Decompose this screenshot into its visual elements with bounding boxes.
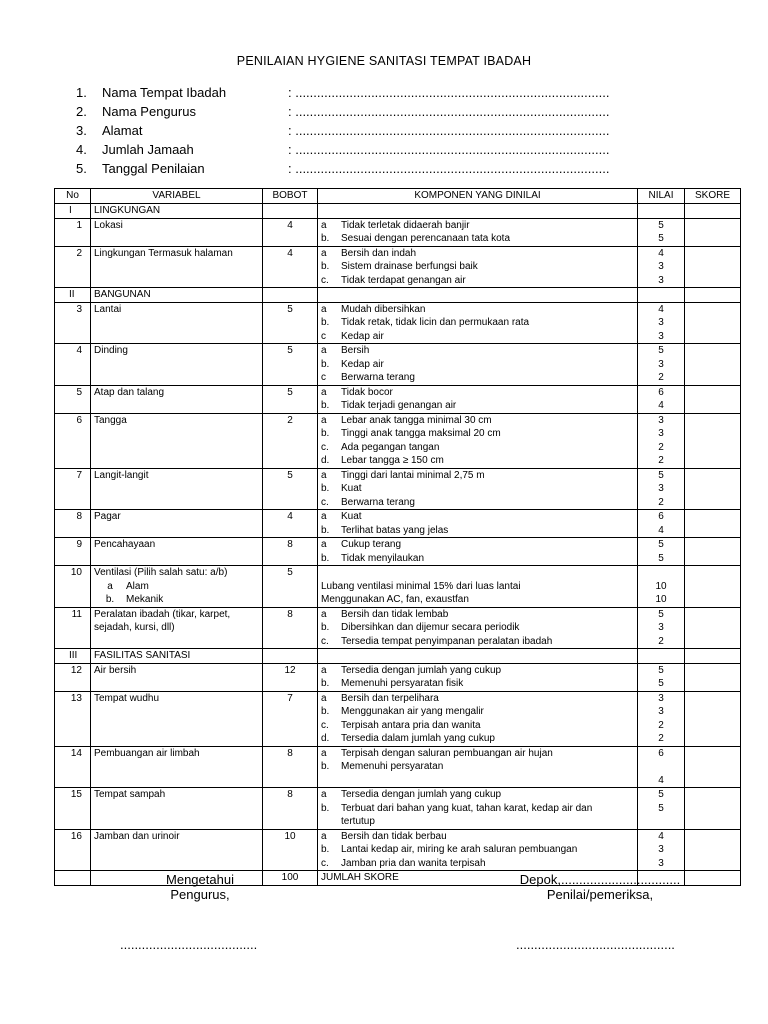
row-komponen: a Tersedia dengan jumlah yang cukup b. Terbuat dari bahan yang kuat, tahan karat, kedap air dan tertutup: [318, 788, 638, 830]
row-variable: Tempat sampah: [91, 788, 263, 830]
identity-row: [76, 140, 676, 159]
table-row: [55, 746, 741, 788]
row-variable: Langit-langit: [91, 468, 263, 510]
identity-label: Nama Pengurus: [102, 104, 196, 119]
assessment-table: [54, 188, 741, 886]
section-number: II: [55, 288, 91, 303]
row-number: 6: [55, 413, 91, 468]
identity-number: 1.: [76, 85, 87, 100]
table-row: [55, 663, 741, 691]
score-cell[interactable]: [685, 468, 741, 510]
identity-list: [76, 83, 676, 178]
table-row: [55, 691, 741, 746]
identity-label: Alamat: [102, 123, 143, 138]
identity-field[interactable]: : .......................................................................................: [288, 142, 610, 157]
signature-right: [500, 872, 700, 902]
row-komponen: a Bersih b. Kedap air c Berwarna terang: [318, 344, 638, 386]
row-nilai: 3 3 2 2: [638, 691, 685, 746]
header-skore: SKORE: [685, 189, 741, 204]
identity-row: [76, 159, 676, 178]
row-number: 8: [55, 510, 91, 538]
row-bobot: 7: [263, 691, 318, 746]
row-nilai: 6 4: [638, 385, 685, 413]
row-bobot: 8: [263, 607, 318, 649]
identity-row: [76, 83, 676, 102]
section-row: [55, 649, 741, 664]
table-row: [55, 246, 741, 288]
header-nilai: NILAI: [638, 189, 685, 204]
row-bobot: 8: [263, 538, 318, 566]
score-cell[interactable]: [685, 246, 741, 288]
section-row: [55, 204, 741, 219]
row-bobot: 5: [263, 468, 318, 510]
header-komponen: KOMPONEN YANG DINILAI: [318, 189, 638, 204]
row-bobot: 8: [263, 788, 318, 830]
table-row: [55, 344, 741, 386]
table-row: [55, 829, 741, 871]
header-variabel: VARIABEL: [91, 189, 263, 204]
score-cell[interactable]: [685, 607, 741, 649]
row-number: 16: [55, 829, 91, 871]
row-nilai: 6 4: [638, 746, 685, 788]
row-variable: Lingkungan Termasuk halaman: [91, 246, 263, 288]
score-cell[interactable]: [685, 788, 741, 830]
manager-label: Pengurus,: [170, 887, 230, 902]
row-nilai: 5 3 2: [638, 468, 685, 510]
table-row: [55, 538, 741, 566]
row-bobot: 2: [263, 413, 318, 468]
row-komponen: a Bersih dan terpelihara b. Menggunakan air yang mengalir c. Terpisah antara pria dan wanita d. Tersedia dalam jumlah yang cukup: [318, 691, 638, 746]
score-cell[interactable]: [685, 663, 741, 691]
row-bobot: 5: [263, 566, 318, 608]
row-bobot: 8: [263, 746, 318, 788]
place-date[interactable]: Depok,.................................: [519, 872, 681, 887]
row-bobot: 5: [263, 302, 318, 344]
identity-row: [76, 102, 676, 121]
row-komponen: a Kuat b. Terlihat batas yang jelas: [318, 510, 638, 538]
score-cell[interactable]: [685, 413, 741, 468]
identity-field[interactable]: : .......................................................................................: [288, 123, 610, 138]
table-row: [55, 566, 741, 608]
row-number: 14: [55, 746, 91, 788]
table-row: [55, 302, 741, 344]
row-bobot: 10: [263, 829, 318, 871]
table-row: [55, 510, 741, 538]
row-komponen: a Terpisah dengan saluran pembuangan air hujan b. Memenuhi persyaratan: [318, 746, 638, 788]
row-nilai: 5 3 2: [638, 344, 685, 386]
row-komponen: a Tinggi dari lantai minimal 2,75 m b. Kuat c. Berwarna terang: [318, 468, 638, 510]
section-name: BANGUNAN: [91, 288, 263, 303]
table-row: [55, 413, 741, 468]
row-komponen: Lubang ventilasi minimal 15% dari luas lantai Menggunakan AC, fan, exaustfan: [318, 566, 638, 608]
row-nilai: 6 4: [638, 510, 685, 538]
row-komponen: a Bersih dan indah b. Sistem drainase berfungsi baik c. Tidak terdapat genangan air: [318, 246, 638, 288]
score-cell[interactable]: [685, 218, 741, 246]
row-bobot: 5: [263, 344, 318, 386]
score-cell[interactable]: [685, 829, 741, 871]
identity-field[interactable]: : .......................................................................................: [288, 104, 610, 119]
row-nilai: 5 3 2: [638, 607, 685, 649]
row-variable: Lokasi: [91, 218, 263, 246]
identity-number: 3.: [76, 123, 87, 138]
row-bobot: 12: [263, 663, 318, 691]
identity-label: Nama Tempat Ibadah: [102, 85, 227, 100]
row-komponen: a Lebar anak tangga minimal 30 cm b. Tinggi anak tangga maksimal 20 cm c. Ada pegangan tangan d. Lebar tangga ≥ 150 cm: [318, 413, 638, 468]
row-bobot: 4: [263, 218, 318, 246]
identity-label: Jumlah Jamaah: [102, 142, 194, 157]
score-cell[interactable]: [685, 510, 741, 538]
page-title: PENILAIAN HYGIENE SANITASI TEMPAT IBADAH: [236, 54, 532, 68]
row-variable: Pagar: [91, 510, 263, 538]
row-bobot: 4: [263, 510, 318, 538]
section-name: LINGKUNGAN: [91, 204, 263, 219]
row-nilai: 5 5: [638, 788, 685, 830]
section-row: [55, 288, 741, 303]
row-nilai: 4 3 3: [638, 246, 685, 288]
row-number: 1: [55, 218, 91, 246]
identity-field[interactable]: : .......................................................................................: [288, 85, 610, 100]
row-komponen: a Cukup terang b. Tidak menyilaukan: [318, 538, 638, 566]
row-variable: Tangga: [91, 413, 263, 468]
score-cell[interactable]: [685, 746, 741, 788]
score-cell[interactable]: [685, 538, 741, 566]
table-header-row: [55, 189, 741, 204]
row-number: 5: [55, 385, 91, 413]
row-number: 3: [55, 302, 91, 344]
examiner-signature-line[interactable]: ............................................: [516, 937, 675, 952]
row-variable: Dinding: [91, 344, 263, 386]
row-number: 2: [55, 246, 91, 288]
row-variable: Air bersih: [91, 663, 263, 691]
row-nilai: 4 3 3: [638, 829, 685, 871]
row-variable: Lantai: [91, 302, 263, 344]
row-number: 15: [55, 788, 91, 830]
row-number: 9: [55, 538, 91, 566]
identity-number: 2.: [76, 104, 87, 119]
header-no: No: [55, 189, 91, 204]
row-variable: Pencahayaan: [91, 538, 263, 566]
row-nilai: 5 5: [638, 538, 685, 566]
table-row: [55, 788, 741, 830]
header-bobot: BOBOT: [263, 189, 318, 204]
identity-label: Tanggal Penilaian: [102, 161, 205, 176]
acknowledged-label: Mengetahui: [166, 872, 234, 887]
row-number: 13: [55, 691, 91, 746]
row-number: 10: [55, 566, 91, 608]
identity-number: 5.: [76, 161, 87, 176]
row-number: 7: [55, 468, 91, 510]
row-komponen: a Mudah dibersihkan b. Tidak retak, tidak licin dan permukaan rata c Kedap air: [318, 302, 638, 344]
section-number: III: [55, 649, 91, 664]
examiner-label: Penilai/pemeriksa,: [546, 887, 654, 902]
table-row: [55, 468, 741, 510]
row-variable: Peralatan ibadah (tikar, karpet, sejadah, kursi, dll): [91, 607, 263, 649]
section-number: I: [55, 204, 91, 219]
score-cell[interactable]: [685, 691, 741, 746]
row-bobot: 5: [263, 385, 318, 413]
row-number: 4: [55, 344, 91, 386]
row-komponen: a Tidak bocor b. Tidak terjadi genangan air: [318, 385, 638, 413]
row-bobot: 4: [263, 246, 318, 288]
row-nilai: 3 3 2 2: [638, 413, 685, 468]
score-cell[interactable]: [685, 566, 741, 608]
row-nilai: 5 5: [638, 218, 685, 246]
section-name: FASILITAS SANITASI: [91, 649, 263, 664]
score-cell[interactable]: [685, 344, 741, 386]
row-komponen: a Bersih dan tidak berbau b. Lantai kedap air, miring ke arah saluran pembuangan c. Jamban pria dan wanita terpisah: [318, 829, 638, 871]
row-komponen: a Bersih dan tidak lembab b. Dibersihkan dan dijemur secara periodik c. Tersedia tempat penyimpanan peralatan ibadah: [318, 607, 638, 649]
total-bobot: 100: [263, 871, 318, 886]
row-number: 11: [55, 607, 91, 649]
row-komponen: a Tersedia dengan jumlah yang cukup b. Memenuhi persyaratan fisik: [318, 663, 638, 691]
row-variable: Jamban dan urinoir: [91, 829, 263, 871]
manager-signature-line[interactable]: ......................................: [120, 937, 258, 952]
table-row: [55, 385, 741, 413]
signature-left: [120, 872, 280, 902]
score-cell[interactable]: [685, 302, 741, 344]
identity-row: [76, 121, 676, 140]
row-variable: Tempat wudhu: [91, 691, 263, 746]
table-row: [55, 218, 741, 246]
identity-field[interactable]: : .......................................................................................: [288, 161, 610, 176]
identity-number: 4.: [76, 142, 87, 157]
table-row: [55, 607, 741, 649]
row-variable: Atap dan talang: [91, 385, 263, 413]
score-cell[interactable]: [685, 385, 741, 413]
row-number: 12: [55, 663, 91, 691]
row-nilai: 5 5: [638, 663, 685, 691]
row-nilai: 10 10: [638, 566, 685, 608]
total-label: JUMLAH SKORE: [318, 871, 638, 886]
row-variable: Ventilasi (Pilih salah satu: a/b) a Alam b. Mekanik: [91, 566, 263, 608]
row-nilai: 4 3 3: [638, 302, 685, 344]
row-komponen: a Tidak terletak didaerah banjir b. Sesuai dengan perencanaan tata kota: [318, 218, 638, 246]
row-variable: Pembuangan air limbah: [91, 746, 263, 788]
